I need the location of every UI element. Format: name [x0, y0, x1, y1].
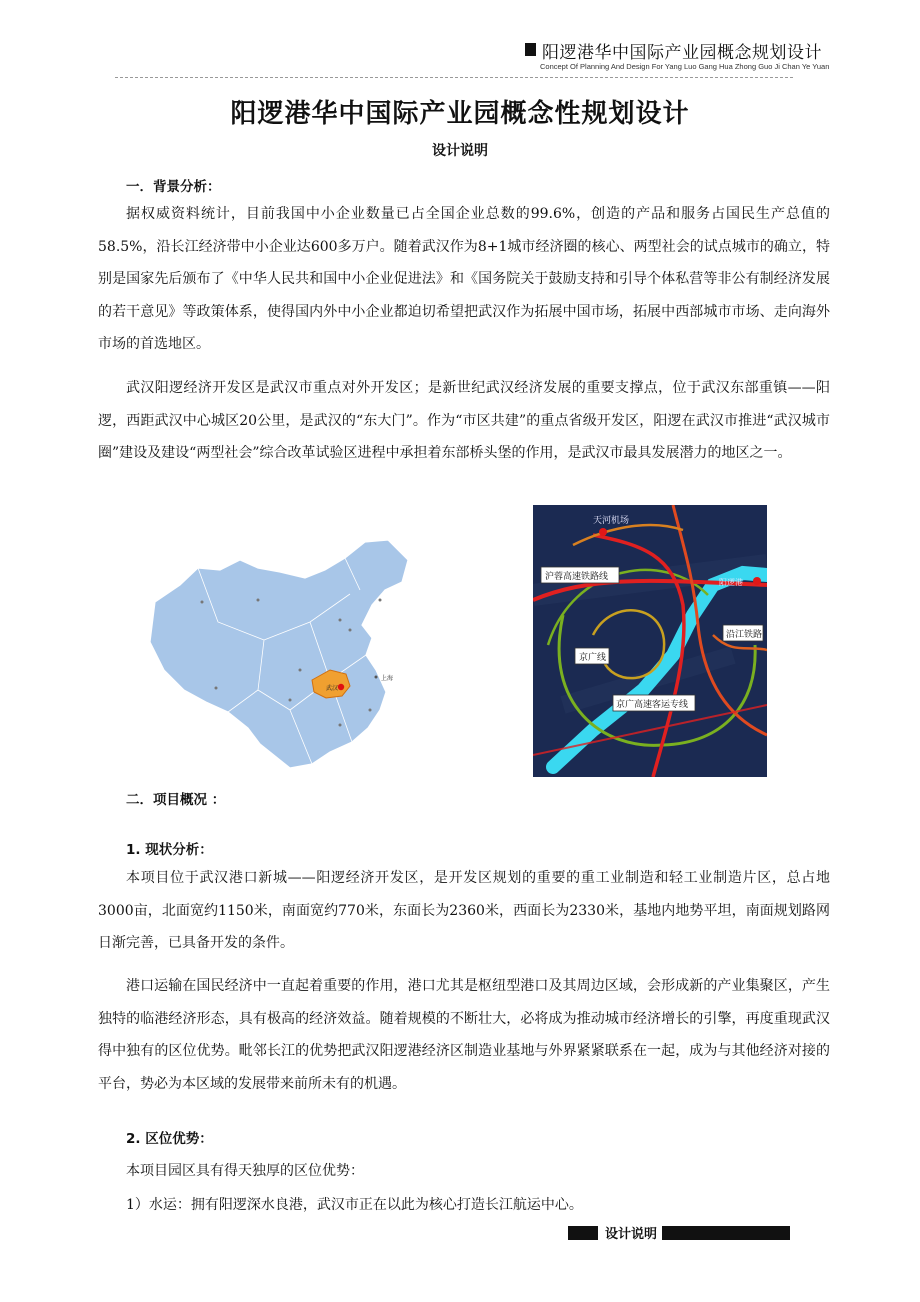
header-title: 阳逻港华中国际产业园概念规划设计 [542, 43, 822, 63]
subsection-heading-location: 2. 区位优势： [126, 1131, 213, 1147]
jingguang-hs-label: 京广高速客运专线 [616, 700, 689, 710]
list-item-water-transport: 1）水运：拥有阳逻深水良港，武汉市正在以此为核心打造长江航运中心。 [126, 1197, 583, 1213]
paragraph-background-1: 据权威资料统计，目前我国中小企业数量已占全国企业总数的99.6%，创造的产品和服务占国民生产总值的58.5%，沿长江经济带中小企业达600多万户。随着武汉作为8+1城市经济圈的核心、两型社会的试点城市的确立，特别是国家先后颁布了《中华人民共和国中小企业促进法》和《国务院关于鼓励支持和引导个体私营等非公有制经济发展的若干意见》等政策体系，使得国内外中小企业都迫切希望把武汉作为拓展中国市场，拓展中西部城市市场、走向海外市场的首选地区。 [98, 206, 830, 352]
paragraph-status-1: 本项目位于武汉港口新城——阳逻经济开发区，是开发区规划的重要的重工业制造和轻工业制造片区，总占地3000亩，北面宽约1150米，南面宽约770米，东面长为2360米，西面长为2330米，基地内地势平坦，南面规划路网日渐完善，已具备开发的条件。 [98, 870, 830, 951]
footer-label: 设计说明 [605, 1227, 658, 1242]
paragraph-background-2: 武汉阳逻经济开发区是武汉市重点对外开发区；是新世纪武汉经济发展的重要支撑点，位于武汉东部重镇——阳逻，西距武汉中心城区20公里，是武汉的“东大门”。作为“市区共建”的重点省级开发区，阳逻在武汉市推进“武汉城市圈”建设及建设“两型社会”综合改革试验区进程中承担着东部桥头堡的作用，是武汉市最具发展潜力的地区之一。 [98, 380, 830, 461]
yanjiang-label: 沿江铁路 [726, 630, 763, 640]
china-outline [150, 540, 408, 768]
section-heading-background: 一．背景分析： [126, 179, 221, 195]
yangluo-port-label: 阳逻港 [719, 578, 743, 587]
china-location-map [140, 530, 410, 785]
header-subtitle: Concept Of Planning And Design For Yang Luo Gang Hua Zhong Guo Ji Chan Ye Yuan [540, 62, 830, 71]
hurong-label: 沪蓉高速铁路线 [545, 572, 609, 582]
wuhan-label: 武汉 [326, 685, 339, 692]
china-map-svg [140, 530, 410, 785]
shanghai-label: 上海 [381, 675, 394, 682]
wuhan-marker [338, 684, 344, 690]
document-title: 阳逻港华中国际产业园概念性规划设计 [230, 99, 690, 129]
document-subtitle: 设计说明 [432, 143, 488, 159]
transport-network-map [533, 505, 767, 777]
section-heading-overview: 二．项目概况 ： [126, 792, 226, 808]
transport-map-svg [533, 505, 767, 777]
footer-bar-left [568, 1226, 598, 1240]
footer-bar-right [662, 1226, 790, 1240]
subsection-heading-status: 1. 现状分析： [126, 842, 213, 858]
yangluo-port-marker [753, 577, 761, 585]
header-square-icon [525, 43, 536, 56]
airport-label: 天河机场 [593, 516, 630, 526]
paragraph-status-2: 港口运输在国民经济中一直起着重要的作用，港口尤其是枢纽型港口及其周边区域，会形成新的产业集聚区，产生独特的临港经济形态，具有极高的经济效益。随着规模的不断壮大，必将成为推动城市经济增长的引擎，再度重现武汉得中独有的区位优势。毗邻长江的优势把武汉阳逻港经济区制造业基地与外界紧紧联系在一起，成为与其他经济对接的平台，势必为本区域的发展带来前所未有的机遇。 [98, 978, 830, 1092]
airport-marker [599, 528, 607, 536]
paragraph-location-intro: 本项目园区具有得天独厚的区位优势： [126, 1163, 364, 1179]
header-divider [115, 77, 793, 78]
jingguang-label: 京广线 [579, 653, 607, 663]
